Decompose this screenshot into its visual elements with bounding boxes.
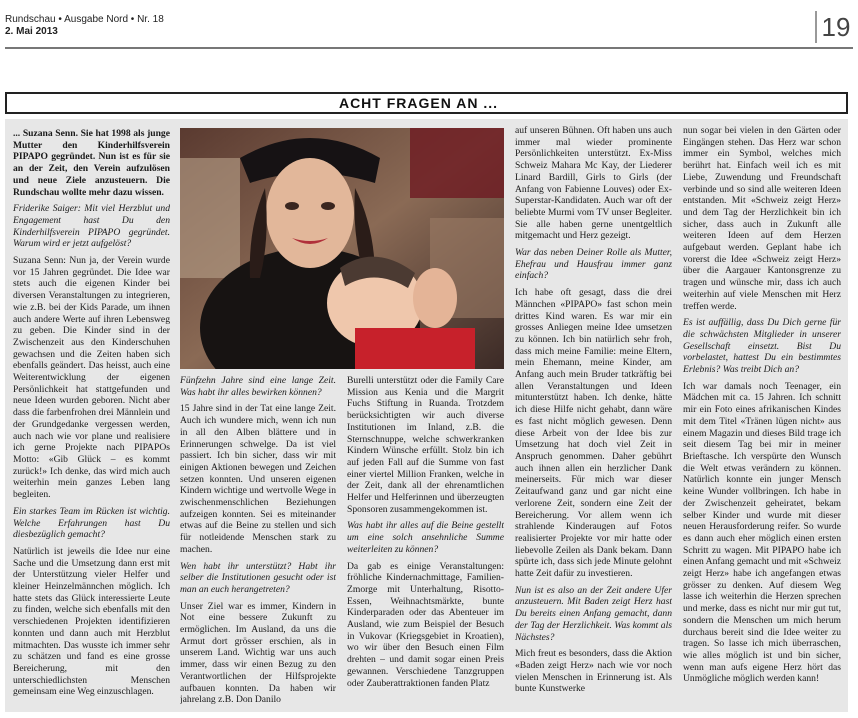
photo-illustration <box>180 128 504 369</box>
page-number: 19 <box>815 11 855 43</box>
question-2: Ein starkes Team im Rücken ist wichtig. Welche Erfahrungen hast Du diesbezüglich gemacht? <box>13 505 170 541</box>
mother-with-baby-photo <box>180 128 504 369</box>
answer-7-continued: nun sogar bei vielen in den Gärten oder Eingängen stehen. Das Herz war schon immer ein Symbol, welches mich berührt hat. Einfach weil ich es mit Liebe, Zuwendung und Freundschaft verbinde und so sind alle weiteren Ideen entstanden. Mit «Schweiz zeigt Herz» und dem Tag der Herzlichkeit bin ich sicher, dass auch in Zukunft alle weiteren Ideen auf dem Herzen aufgebaut werden. Geplant habe ich vorerst die Idee «Schweiz zeigt Herz» über die Aargauer Kantonsgrenze zu tragen und wünsche mir, dass ich auch weiterhin auf viele Menschen mit Herz treffen werde. <box>683 125 841 312</box>
answer-5-continued: auf unseren Bühnen. Oft haben uns auch immer mal wieder prominente Persönlichkeiten unterstützt. Ex-Miss Schweiz Mahara Mc Kay, der Liederer Linard Bardill, Girls to Girls (der Anfang von Fabienne Louves) oder Ex-Superstar-Kandidaten. Auch war oft der beliebte Murmi vom TV unser Begleiter. Sie alle haben gerne unentgeltlich mitgemacht und Herz gezeigt. <box>515 125 672 242</box>
answer-3: 15 Jahre sind in der Tat eine lange Zeit. Auch ich wundere mich, wenn ich nun in all den Alben blättere und in Erinnerungen schwelge. Da ist viel passiert. Ich bin sicher, dass wir mit einigen Aktionen bewegen und Zeichen setzen konnten. Und unseren eigenen Kindern wichtige und wertvolle Wege in zwischenmenschlichen Beziehungen aufzeigen konnten. Sei es miteinander etwas auf die Beine zu stellen und sich für notleidende Menschen stark zu machen. <box>180 403 336 555</box>
article-column-1 <box>13 128 170 713</box>
question-6: War das neben Deiner Rolle als Mutter, Ehefrau und Hausfrau immer ganz einfach? <box>515 247 672 282</box>
section-title: ACHT FRAGEN AN ... <box>338 95 498 111</box>
question-8: Es ist auffällig, dass Du Dich gerne für die schwächsten Mitglieder in unserer Gesellschaft einsetzt. Bist Du vorbelastet, hattest Du ein bestimmtes Erlebnis? Was treibt Dich an? <box>683 317 841 376</box>
section-title-bar <box>5 92 848 114</box>
answer-5: Da gab es einige Veranstaltungen: fröhliche Kindernachmittage, Familien-Zmorge mit Unterhaltung, Risotto-Essen, Weihnachtsmärkte, bunte Kinderparaden oder das Abenteuer im Ausland, wie zum Beispiel der Besuch in Vukovar (Kriegsgebiet in Kroatien), wo wir über den Besuch einen Film drehten – und damit sogar einen Preis gewannen. Verschiedene Tanzgruppen oder Zauberattraktionen fanden Platz <box>347 560 504 689</box>
question-5: Was habt ihr alles auf die Beine gestellt um eine solch ansehnliche Summe weiterleiten zu können? <box>347 520 504 555</box>
header-rule <box>5 47 853 49</box>
question-1: Friderike Saiger: Mit viel Herzblut und Engagement hast Du den Kinderhilfsverein PIPAPO gegründet. Warum wird er jetzt aufgelöst? <box>13 203 170 250</box>
answer-2: Natürlich ist jeweils die Idee nur eine Sache und die Umsetzung dann erst mit der Unterstützung vieler Helfer und kleiner Heinzelmännchen möglich. Ich hatte stets das Glück interessierte Leute zu finden, welche sich ebenfalls mit den verschiedenen Projekten identifizieren konnten und dann auch mit Herzblut mitmachten. Das wusste ich immer sehr zu schätzen und fand es eine grosse Bereicherung, mit den unterschiedlichsten Menschen gemeinsam eine Weg einzuschlagen. <box>13 545 170 698</box>
article-column-4 <box>515 125 672 713</box>
question-7: Nun ist es also an der Zeit andere Ufer anzusteuern. Mit Baden zeigt Herz hast Du bereits einen Anfang gemacht, dann der Tag der Herzlichkeit. Was kommt als Nächstes? <box>515 584 672 643</box>
publication-name: Rundschau • Ausgabe Nord • Nr. 18 <box>5 14 164 25</box>
question-3: Fünfzehn Jahre sind eine lange Zeit. Was habt ihr alles bewirken können? <box>180 375 336 398</box>
masthead <box>5 14 164 38</box>
answer-8: Ich war damals noch Teenager, ein Mädchen mit ca. 15 Jahren. Ich schnitt mir ein Foto eines afrikanischen Kindes mit dem Titel «Tränen lügen nicht» aus einem Magazin und dieses Bild trage ich seit diesem Tag bei mir in meiner Brieftasche. Ich verspürte den Wunsch die Welt etwas verändern zu können. Natürlich konnte ein junger Mensch keine Wunder vollbringen. Ich habe in der Zwischenzeit geheiratet, bekam selber Kinder und wurde mit dieser neuen Herausforderung reifer. So wurde es dann auch eher möglich einen ersten Schritt zu wagen. Mit PIPAPO habe ich einen Anfang gemacht und mit «Schweiz zeigt Herz» habe ich angefangen etwas grösser zu denken. Auf diesem Weg lasse ich weiterhin die Herzen sprechen und merke, dass es nicht nur mir gut tut, sondern die Menschen um mich herum durchaus bereit sind die Idee weiter zu tragen. So lasse ich mich überraschen, wie alles möglich ist und bin sicher, wenn man aufs eigene Herz hört das Unmögliche möglich werden kann! <box>683 380 841 685</box>
article-lead: ... Suzana Senn. Sie hat 1998 als junge Mutter den Kinderhilfsverein PIPAPO gegründet. Nun ist es für sie an der Zeit, den Verein aufzulösen und neue Ziele anzusteuern. Die Rundschau wollte mehr dazu wissen. <box>13 128 170 198</box>
issue-date: 2. Mai 2013 <box>5 26 58 37</box>
article-column-5 <box>683 125 841 713</box>
answer-1: Suzana Senn: Nun ja, der Verein wurde vor 15 Jahren gegründet. Die Idee war stets auch die eigenen Kinder bei diversen Veranstaltungen zu integrieren, wie z.B. bei der Kids Parade, um ihnen auch andere Werte auf ihren Lebensweg zu geben. Die Kinder sind in der Zwischenzeit aus den Kinderschuhen gewachsen und die Zeiten haben sich ebenfalls geändert. Das heisst, auch eine Weiterentwicklung der eigenen Persönlichkeit hat stattgefunden und neue Ideen wurden geboren. Nicht aber dass die farbenfrohen drei Männlein und der Grundgedanke vergessen werden, auch nach wie vor plane und realisiere ich gerne Projekte nach PIPAPOs Motto: «Gib Glück – es kommt zurück!» Ich denke, das wird mich auch weiterhin mein ganzes Leben lang begleiten. <box>13 255 170 501</box>
answer-4-continued: Burelli unterstützt oder die Family Care Mission aus Kenia und die Margrit Fuchs Stiftung in Ruanda. Trotzdem berücksichtigten wir auch diverse Institutionen im Inland, z.B. die Sternschnuppe, welche schwerkranken Kindern Wünsche erfüllt. Stolz bin ich auf jeden Fall auf die Summe von fast einer viertel Million Franken, welche in der Zeit, dank all der ehrenamtlichen Helfer und Helferinnen und überzeugten Sponsoren zusammengekommen ist. <box>347 375 504 515</box>
answer-6: Ich habe oft gesagt, dass die drei Männchen «PIPAPO» fast schon mein drittes Kind waren. Es war mir ein grosses Anliegen meine Idee umsetzen zu können. Ich bin natürlich sehr froh, dass mich meine Familie: meine Eltern, mein Ehemann, meine Kinder, am Anfang auch mein Bruder tatkräftig bei allen Veranstaltungen und Ideen mitunterstützt haben. Ich denke, hätte ich diese Hilfe nicht gehabt, dann wäre es fast nicht möglich gewesen. Denn diese Arbeit von der Idee bis zur Umsetzung hat doch viel Zeit in Anspruch genommen. Daher gebührt auch ihnen allen ein herzlicher Dank meinerseits. Für mich war dieser Zeitaufwand ganz und gar nicht eine verlorene Zeit, sondern eine Zeit der Bereicherung. Vor allem wenn ich strahlende Kinderaugen auf Fotos realisierter Projekte vor mir hatte oder liebevolle Zeilen als Dank bekam. Dann spürte ich, dass sich jede Minute gelohnt hatte Zeit dafür zu investieren. <box>515 287 672 580</box>
answer-4: Unser Ziel war es immer, Kindern in Not eine bessere Zukunft zu ermöglichen. Im Ausland, da uns die Armut dort grösser erschien, als in unserem Land. Wichtig war uns auch immer, dass wir einen Bezug zu den Verantwortlichen der Hilfsprojekte aufbauen konnten. Da haben wir jahrelang z.B. Don Danilo <box>180 600 336 706</box>
question-4: Wen habt ihr unterstützt? Habt ihr selber die Institutionen gesucht oder ist man an euch herangetreten? <box>180 560 336 595</box>
article-column-3 <box>347 375 504 713</box>
article-column-2 <box>180 375 336 713</box>
answer-7: Mich freut es besonders, dass die Aktion «Baden zeigt Herz» nach wie vor noch vielen Menschen in Erinnerung ist. Als bunte Kunstwerke <box>515 648 672 695</box>
